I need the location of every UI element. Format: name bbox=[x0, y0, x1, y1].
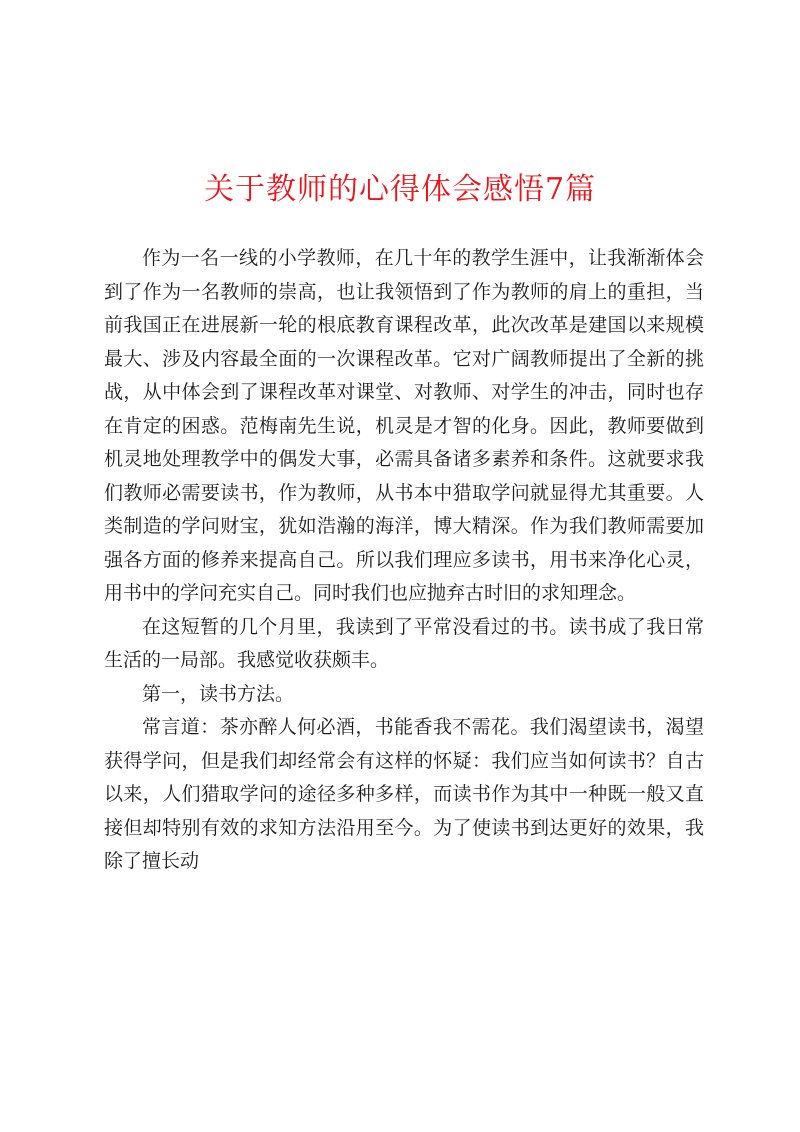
paragraph-4: 常言道：茶亦醉人何必酒，书能香我不需花。我们渴望读书，渴望获得学问，但是我们却经常会有这样的怀疑：我们应当如何读书？自古以来，人们猎取学问的途径多种多样，而读书作为其中一种既一般又直接但却特别有效的求知方法沿用至今。为了使读书到达更好的效果，我除了擅长动 bbox=[104, 716, 704, 872]
paragraph-3: 第一，读书方法。 bbox=[142, 682, 295, 705]
paragraph-1: 作为一名一线的小学教师，在几十年的教学生涯中，让我渐渐体会到了作为一名教师的崇高，也让我领悟到了作为教师的肩上的重担，当前我国正在进展新一轮的根底教育课程改革，此次改革是建国以来规模最大、涉及内容最全面的一次课程改革。它对广阔教师提出了全新的挑战，从中体会到了课程改革对课堂、对教师、对学生的冲击，同时也存在肯定的困惑。范梅南先生说，机灵是才智的化身。因此，教师要做到机灵地处理教学中的偶发大事，必需具备诸多素养和条件。这就要求我们教师必需要读书，作为教师，从书本中猎取学问就显得尤其重要。人类制造的学问财宝，犹如浩瀚的海洋，博大精深。作为我们教师需要加强各方面的修养来提高自己。所以我们理应多读书，用书来净化心灵，用书中的学问充实自己。同时我们也应抛弃古时旧的求知理念。 bbox=[104, 247, 704, 604]
document-body bbox=[104, 242, 704, 879]
document-title: 关于教师的心得体会感悟7篇 bbox=[203, 172, 597, 207]
paragraph-2: 在这短暂的几个月里，我读到了平常没看过的书。读书成了我日常生活的一局部。我感觉收获颇丰。 bbox=[104, 615, 704, 671]
